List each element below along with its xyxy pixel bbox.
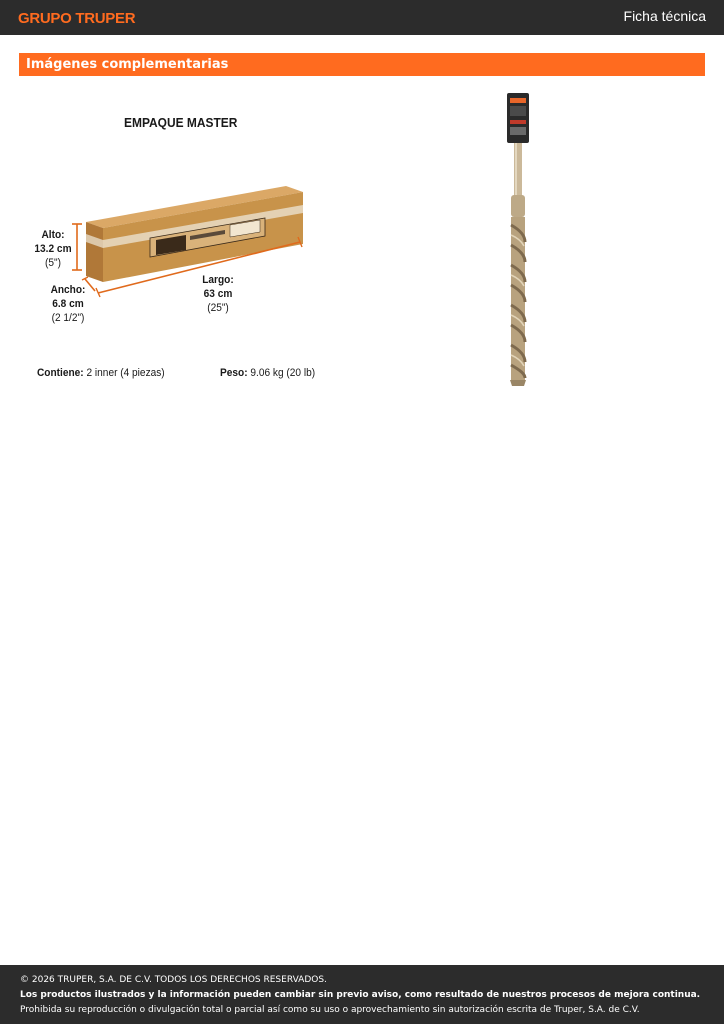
height-label: Alto: <box>41 229 65 241</box>
height-imperial: (5") <box>45 257 61 269</box>
weight-value: 9.06 kg (20 lb) <box>250 367 316 379</box>
document-title: Ficha técnica <box>623 8 706 24</box>
weight-label: Peso: <box>220 367 248 379</box>
brand-logo: GRUPO TRUPER <box>18 10 136 27</box>
box-side-face <box>86 222 103 282</box>
footer-notice: Los productos ilustrados y la información pueden cambiar sin previo aviso, como resultado de nuestros procesos de mejora continua. <box>20 990 701 1000</box>
master-box-illustration <box>60 180 320 300</box>
weight-info <box>220 367 315 379</box>
length-imperial: (25") <box>207 302 229 314</box>
packaging-title: EMPAQUE MASTER <box>124 115 238 130</box>
footer-prohibition: Prohibida su reproducción o divulgación total o parcial así como su uso o aprovechamiento sin autorización escrita de Truper, S.A. de C.V. <box>20 1005 640 1015</box>
width-label: Ancho: <box>50 284 86 296</box>
top-bar <box>0 0 724 35</box>
width-imperial: (2 1/2") <box>51 312 85 324</box>
length-label: Largo: <box>202 274 234 286</box>
length-metric: 63 cm <box>203 288 233 300</box>
contents-info <box>37 367 165 379</box>
length-dimension <box>195 273 241 315</box>
footer-copyright: © 2026 TRUPER, S.A. DE C.V. TODOS LOS DERECHOS RESERVADOS. <box>20 975 327 985</box>
height-metric: 13.2 cm <box>34 243 72 255</box>
width-metric: 6.8 cm <box>52 298 84 310</box>
contents-label: Contiene: <box>37 367 84 379</box>
width-dimension <box>44 283 92 325</box>
section-title: Imágenes complementarias <box>26 57 229 72</box>
footer <box>0 965 724 1024</box>
drill-bit-image <box>500 90 540 390</box>
section-header <box>19 53 705 76</box>
contents-value: 2 inner (4 piezas) <box>86 367 165 379</box>
height-dimension <box>32 228 74 270</box>
